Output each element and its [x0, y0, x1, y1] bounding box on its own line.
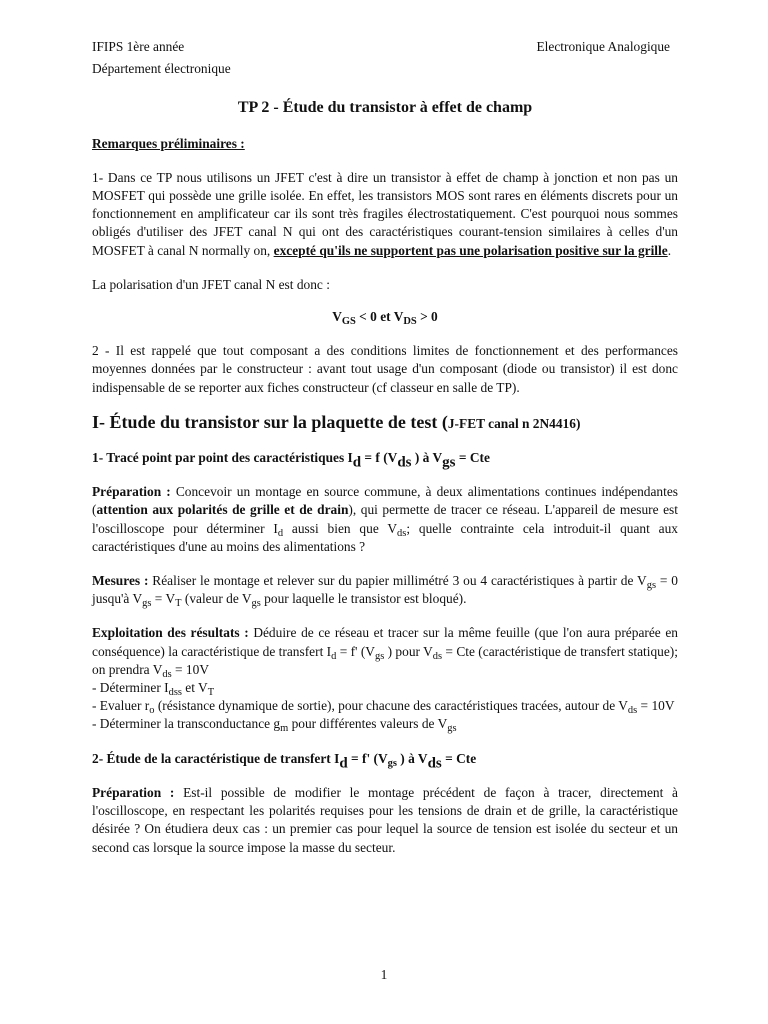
remarks-emphasis: excepté qu'ils ne supportent pas une polarisation positive sur la grille — [273, 242, 668, 258]
preparation-paragraph-1: Préparation : Concevoir un montage en source commune, à deux alimentations continues indépendantes (attention aux polarités de grille et de drain), qui permette de tracer ce réseau. L'appareil de mesure est l'oscilloscope pour déterminer $I_d$ aussi bien que $V_{ds}$; quelle contrainte cela introduit-il quant aux caractéristiques d'une au moins des alimentations ? — [92, 484, 679, 554]
exploitation-paragraph: Exploitation des résultats : Déduire de ce réseau et tracer sur la même feuille (que l'on aura préparée en conséquence) la caractéristique de transfert $I_d = f'$ ($V_{gs}$ ) pour $V_{ds}$ = Cte (caractéristique de transfert statique); on prendra $V_{ds} = 10V$ — [92, 625, 678, 680]
document-page — [92, 38, 678, 857]
preparation-paragraph-2: Préparation : Est-il possible de modifier le montage précédent de façon à tracer, directement à l'oscilloscope, en respectant les polarités requises pour les tensions de drain et de grille, la caractéristique désirée ? On étudiera deux cas : un premier cas pour lequel la source de tension est isolée du secteur et un second cas lorsque la source impose la masse du secteur. — [92, 784, 678, 855]
polarisation-intro: La polarisation d'un JFET canal N est donc : — [92, 276, 330, 292]
remarks-paragraph-1: 1- Dans ce TP nous utilisons un JFET c'est à dire un transistor à effet de champ à jonction et non pas un MOSFET qui possède une grille isolée. En effet, les transistors MOS sont rares en éléments discrets pour un fonctionnement en amplificateur car ils sont très fragiles électrostatiquement. C'est pourquoi nous sommes obligés d'utiliser des JFET canal N qui ont des caractéristiques courant-tension similaires à celles d'un MOSFET à canal N normally on, excepté qu'ils ne supportent pas une polarisation positive sur la grille. — [92, 169, 678, 258]
header-department: Département électronique — [92, 61, 231, 77]
page-number: 1 — [380, 967, 388, 982]
list-item: - Déterminer la transconductance $g_m$ pour différentes valeurs de $V_{gs}$ — [92, 716, 457, 735]
remarks-heading: Remarques préliminaires : — [92, 135, 245, 151]
list-item: - Déterminer $I_{dss}$ et $V_T$ — [92, 680, 215, 699]
subsection-1-heading: 1- Tracé point par point des caractéristiques $I_d = f$ ($V_{ds}$ ) à $V_{gs}$ = Cte — [92, 450, 490, 471]
section-1-heading: I- Étude du transistor sur la plaquette de test (J-FET canal n 2N4416) — [92, 411, 581, 432]
remarks-paragraph-2: 2 - Il est rappelé que tout composant a des conditions limites de fonctionnement et des performances moyennes données par le constructeur : avant tout usage d'un composant (diode ou transistor) il est donc indispensable de se reporter aux fiches constructeur (cf classeur en salle de TP). — [92, 343, 678, 395]
list-item: - Evaluer $r_o$ (résistance dynamique de sortie), pour chacune des caractéristiques tracées, autour de $V_{ds} = 10V$ — [92, 698, 675, 717]
header-school: IFIPS 1ère année — [92, 39, 185, 54]
mesures-paragraph: Mesures : Réaliser le montage et relever sur du papier millimétré 3 ou 4 caractéristiques à partir de $V_{gs} = 0$ jusqu'à $V_{gs} = V_T$ (valeur de $V_{gs}$ pour laquelle le transistor est bloqué). — [92, 573, 678, 610]
header-course: Electronique Analogique — [536, 39, 670, 54]
subsection-2-heading: 2- Étude de la caractéristique de transfert $I_d = f'$ ($V_{gs}$ ) à $V_{ds}$ = Cte — [92, 750, 477, 772]
page-header — [92, 38, 678, 56]
polarisation-formula: $V_{GS} < 0$ et $V_{DS} > 0$ — [332, 309, 438, 328]
document-title: TP 2 - Étude du transistor à effet de champ — [237, 99, 533, 117]
